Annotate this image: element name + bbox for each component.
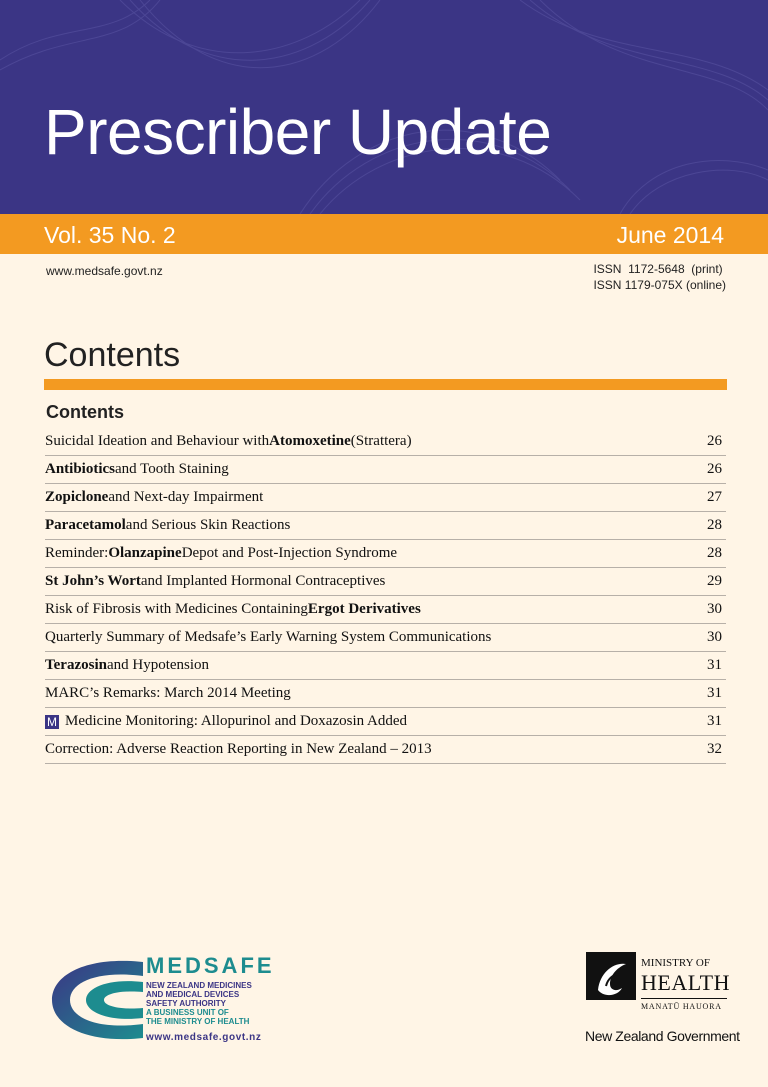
toc-page-number: 31 xyxy=(707,685,722,701)
medsafe-tagline-line: AND MEDICAL DEVICES xyxy=(146,990,240,999)
toc-page-number: 28 xyxy=(707,517,722,533)
issue-date: June 2014 xyxy=(616,222,724,248)
toc-item-text: and Next-day Impairment xyxy=(108,489,264,505)
toc-item-bold: Olanzapine xyxy=(108,545,182,561)
toc-item[interactable] xyxy=(45,456,726,484)
toc-item-bold: Ergot Derivatives xyxy=(307,601,421,617)
website-link[interactable]: www.medsafe.govt.nz xyxy=(46,264,163,278)
medsafe-tagline-line: A BUSINESS UNIT OF xyxy=(146,1008,229,1017)
toc-item[interactable] xyxy=(45,428,726,456)
issn-online: ISSN 1179-075X (online) xyxy=(593,278,726,292)
toc-page-number: 28 xyxy=(707,545,722,561)
toc-item[interactable] xyxy=(45,680,726,708)
issn-print: ISSN 1172-5648 (print) xyxy=(593,262,723,276)
contents-divider xyxy=(44,379,727,390)
table-of-contents xyxy=(45,428,726,764)
toc-item[interactable] xyxy=(45,512,726,540)
toc-item[interactable] xyxy=(45,652,726,680)
toc-page-number: 30 xyxy=(707,601,722,617)
publication-title: Prescriber Update xyxy=(44,96,552,168)
toc-item-text: Correction: Adverse Reaction Reporting in New Zealand – 2013 xyxy=(45,741,432,757)
toc-item-text: Risk of Fibrosis with Medicines Containing xyxy=(45,601,308,617)
ministry-line2: HEALTH xyxy=(641,970,730,995)
toc-item[interactable] xyxy=(45,540,726,568)
ministry-line1: MINISTRY OF xyxy=(641,957,710,969)
contents-heading: Contents xyxy=(44,336,181,374)
toc-item[interactable] xyxy=(45,484,726,512)
nz-government-wordmark: New Zealand Government xyxy=(585,1028,740,1044)
toc-item-text: Depot and Post-Injection Syndrome xyxy=(181,545,398,561)
toc-item[interactable] xyxy=(45,624,726,652)
toc-page-number: 29 xyxy=(707,573,722,589)
toc-item-text: (Strattera) xyxy=(350,433,412,449)
toc-item-text: Quarterly Summary of Medsafe’s Early Warning System Communications xyxy=(45,629,492,645)
toc-page-number: 30 xyxy=(707,629,722,645)
toc-page-number: 31 xyxy=(707,657,722,673)
toc-item-bold: Atomoxetine xyxy=(269,433,351,449)
toc-item-text: Reminder: xyxy=(45,545,109,561)
toc-item-text: Medicine Monitoring: Allopurinol and Doxazosin Added xyxy=(65,713,408,729)
toc-item[interactable] xyxy=(45,736,726,764)
medsafe-tagline-line: SAFETY AUTHORITY xyxy=(146,999,227,1008)
toc-item-bold: Paracetamol xyxy=(45,517,126,533)
toc-item-text: and Tooth Staining xyxy=(115,461,229,477)
toc-item-bold: Antibiotics xyxy=(45,461,116,477)
medsafe-url[interactable]: www.medsafe.govt.nz xyxy=(146,1032,262,1043)
volume-number: Vol. 35 No. 2 xyxy=(44,222,176,248)
contents-subheading: Contents xyxy=(46,402,124,422)
toc-item-text: and Implanted Hormonal Contraceptives xyxy=(140,573,386,589)
toc-item-bold: Zopiclone xyxy=(45,489,109,505)
toc-page-number: 26 xyxy=(707,461,722,477)
toc-item-text: and Hypotension xyxy=(106,657,210,673)
issn-block xyxy=(593,261,726,293)
toc-item-text: Suicidal Ideation and Behaviour with xyxy=(45,433,270,449)
toc-page-number: 27 xyxy=(707,489,722,505)
masthead xyxy=(0,0,768,214)
toc-item-bold: St John’s Wort xyxy=(45,573,141,589)
ministry-line3: MANATŪ HAUORA xyxy=(641,1002,722,1011)
medsafe-tagline xyxy=(146,981,252,1026)
toc-item-bold: Terazosin xyxy=(45,657,107,673)
medsafe-tagline-line: THE MINISTRY OF HEALTH xyxy=(146,1017,250,1026)
toc-item[interactable] xyxy=(45,708,726,736)
toc-page-number: 31 xyxy=(707,713,722,729)
toc-item[interactable] xyxy=(45,596,726,624)
medsafe-tagline-line: NEW ZEALAND MEDICINES xyxy=(146,981,252,990)
toc-item-text: and Serious Skin Reactions xyxy=(125,517,291,533)
toc-page-number: 26 xyxy=(707,433,722,449)
ministry-divider xyxy=(641,998,727,999)
medsafe-wordmark: MEDSAFE xyxy=(146,953,275,978)
toc-item-text: MARC’s Remarks: March 2014 Meeting xyxy=(45,685,291,701)
medicine-monitoring-icon: M xyxy=(47,714,57,729)
toc-page-number: 32 xyxy=(707,741,722,757)
toc-item[interactable] xyxy=(45,568,726,596)
